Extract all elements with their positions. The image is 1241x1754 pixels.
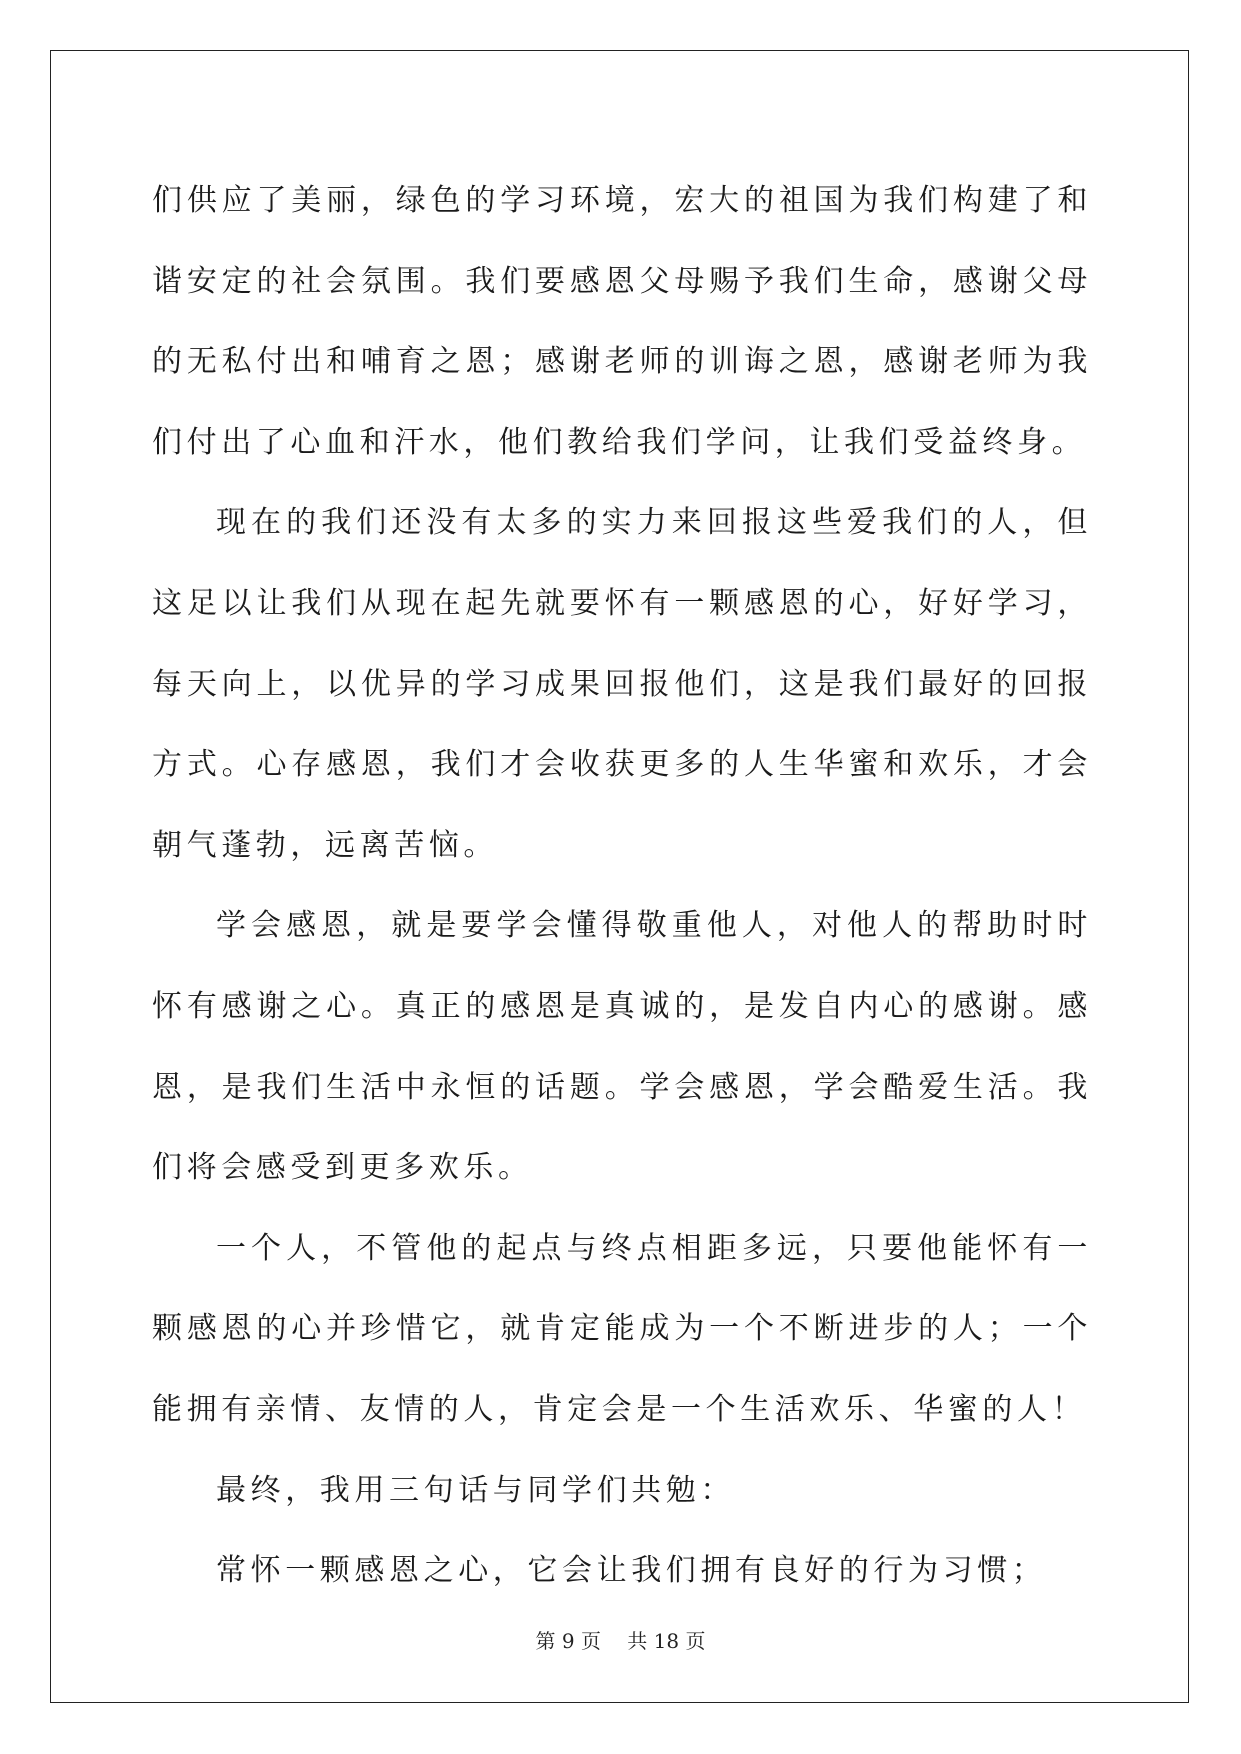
- paragraph-learn-gratitude: 学会感恩，就是要学会懂得敬重他人，对他人的帮助时时怀有感谢之心。真正的感恩是真诚的，是发自内心的感谢。感恩，是我们生活中永恒的话题。学会感恩，学会酷爱生活。我们将会感受到更多欢乐。: [152, 908, 1092, 1186]
- paragraph-continuation: 们供应了美丽，绿色的学习环境，宏大的祖国为我们构建了和谐安定的社会氛围。我们要感恩父母赐予我们生命，感谢父母的无私付出和哺育之恩；感谢老师的训诲之恩，感谢老师为我们付出了心血和汗水，他们教给我们学问，让我们受益终身。: [152, 183, 1092, 460]
- document-body: [152, 161, 1092, 1612]
- page-number-footer: 第 9 页 共 18 页: [535, 1629, 706, 1653]
- paragraph-repay-love: 现在的我们还没有太多的实力来回报这些爱我们的人，但这足以让我们从现在起先就要怀有一颗感恩的心，好好学习，每天向上，以优异的学习成果回报他们，这是我们最好的回报方式。心存感恩，我们才会收获更多的人生华蜜和欢乐，才会朝气蓬勃，远离苦恼。: [152, 505, 1092, 863]
- paragraph-motto-1: 常怀一颗感恩之心，它会让我们拥有良好的行为习惯；: [216, 1553, 1047, 1589]
- paragraph-closing-intro: 最终，我用三句话与同学们共勉：: [216, 1472, 735, 1508]
- paragraph-grateful-heart: 一个人，不管他的起点与终点相距多远，只要他能怀有一颗感恩的心并珍惜它，就肯定能成为一个不断进步的人；一个能拥有亲情、友情的人，肯定会是一个生活欢乐、华蜜的人！: [152, 1230, 1092, 1427]
